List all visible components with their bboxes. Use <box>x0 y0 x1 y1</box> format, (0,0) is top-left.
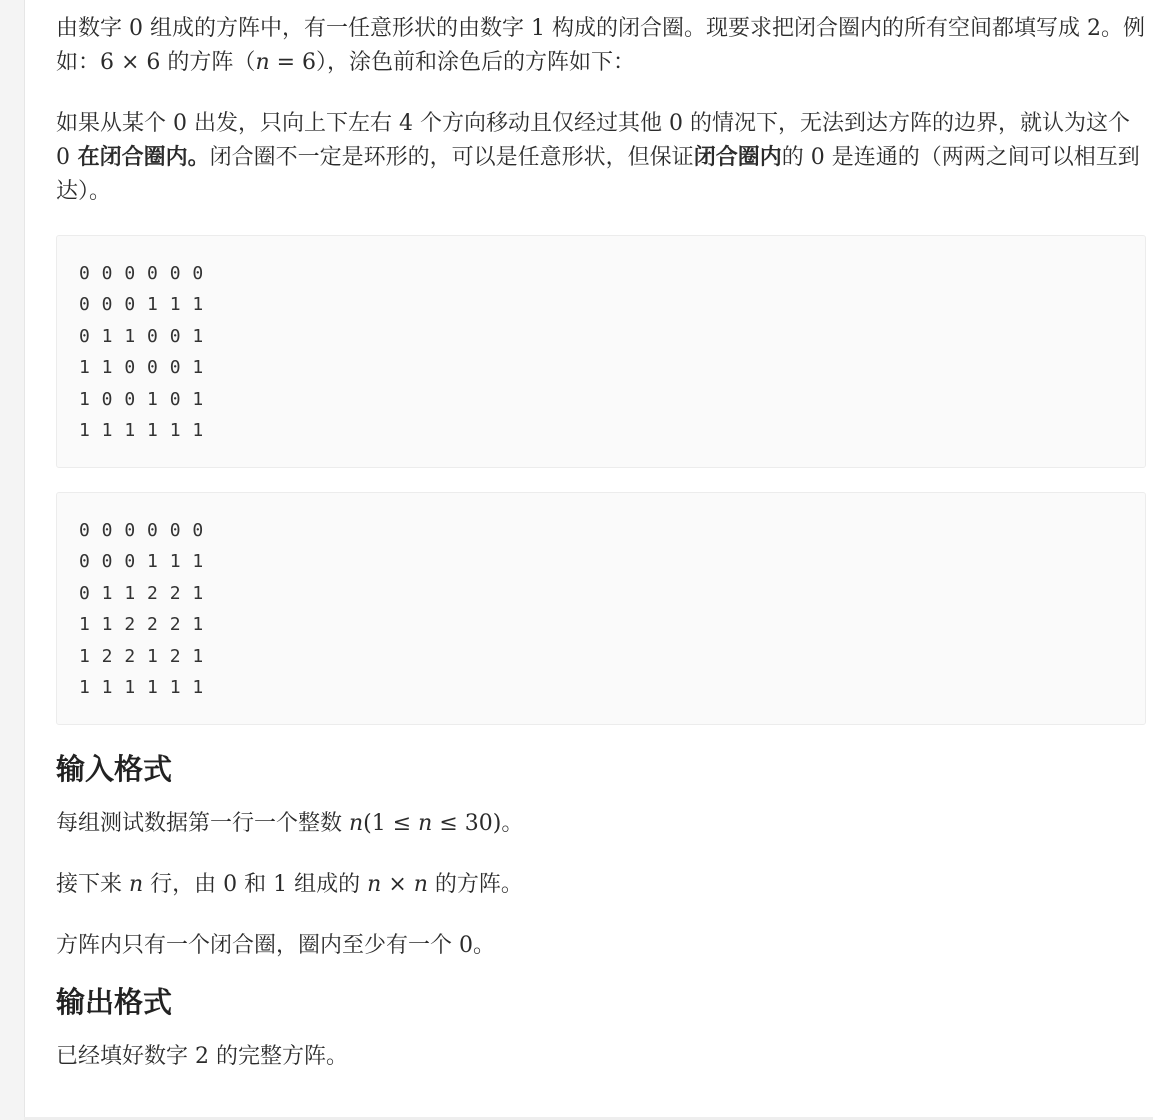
input-format-heading: 输入格式 <box>56 752 173 786</box>
left-rail <box>0 0 25 1120</box>
math-zero: 0 <box>810 145 825 170</box>
rule-text: 的 <box>781 145 811 170</box>
intro-text: 的方阵（ <box>160 50 256 75</box>
math-n: n <box>255 50 270 75</box>
output-format-heading: 输出格式 <box>56 985 173 1019</box>
input-paragraph-3 <box>56 929 1146 963</box>
code-line: 0 0 0 0 0 0 <box>79 520 204 541</box>
bold-text: 在闭合圈内。 <box>70 145 210 170</box>
rule-text: 的情况下，无法到达方阵的边界，就认为这个 <box>683 111 1130 136</box>
code-line: 0 0 0 1 1 1 <box>79 551 204 573</box>
math-n: n <box>413 872 428 897</box>
intro-text: 组成的方阵中，有一任意形状的由数字 <box>143 16 531 41</box>
intro-text: 构成的闭合圈。现要求把闭合圈内的所有空间都填写成 <box>545 16 1087 41</box>
code-line: 1 1 1 1 1 1 <box>79 420 204 442</box>
code-line: 0 1 1 2 2 1 <box>79 582 204 604</box>
input-text: 组成的 <box>287 872 368 897</box>
math-two: 2 <box>195 1044 209 1069</box>
math-size: 6 × 6 <box>100 50 161 75</box>
rule-text: 个方向移动且仅经过其他 <box>413 111 669 136</box>
math-zero: 0 <box>56 145 70 170</box>
input-text: 每组测试数据第一行一个整数 <box>56 811 349 836</box>
intro-text: 。例如： <box>56 16 1146 75</box>
math-two: 2 <box>1087 16 1101 41</box>
math-zero: 0 <box>669 111 683 136</box>
code-line: 1 1 1 1 1 1 <box>79 677 204 699</box>
code-line: 1 0 0 1 0 1 <box>79 388 204 410</box>
output-text: 的完整方阵。 <box>209 1044 348 1069</box>
code-line: 1 1 2 2 2 1 <box>79 614 204 636</box>
math-range: ≤ 30) <box>432 811 502 836</box>
math-n: n <box>349 811 364 836</box>
rule-paragraph <box>56 107 1146 209</box>
intro-text: 由数字 <box>56 16 129 41</box>
intro-paragraph <box>56 12 1146 80</box>
code-line: 1 1 0 0 0 1 <box>79 357 204 379</box>
input-text: 和 <box>237 872 274 897</box>
math-zero: 0 <box>129 16 143 41</box>
input-text: 。 <box>473 933 496 958</box>
math-one: 1 <box>273 872 288 897</box>
input-paragraph-2 <box>56 868 1146 902</box>
code-line: 0 1 1 0 0 1 <box>79 325 204 347</box>
math-n: n <box>418 811 433 836</box>
input-text: 行，由 <box>143 872 224 897</box>
code-block-before <box>56 235 1146 468</box>
math-four: 4 <box>399 111 413 136</box>
input-text: 的方阵。 <box>427 872 523 897</box>
math-zero: 0 <box>223 872 238 897</box>
math-n: n <box>367 872 382 897</box>
math-range: (1 ≤ <box>363 811 419 836</box>
math-zero: 0 <box>173 111 187 136</box>
math-eq: = 6 <box>269 50 317 75</box>
code-line: 0 0 0 0 0 0 <box>79 263 204 284</box>
intro-text: ），涂色前和涂色后的方阵如下： <box>316 50 636 75</box>
code-block-after <box>56 492 1146 725</box>
input-text: 。 <box>501 811 524 836</box>
rule-text: 是连通的（两两之间可以相互到达）。 <box>56 145 1140 204</box>
rule-text: 出发，只向上下左右 <box>187 111 399 136</box>
input-text: 方阵内只有一个闭合圈，圈内至少有一个 <box>56 933 459 958</box>
math-n: n <box>129 872 144 897</box>
bold-text: 闭合圈内 <box>693 145 782 170</box>
rule-text: 如果从某个 <box>56 111 173 136</box>
output-text: 已经填好数字 <box>56 1044 195 1069</box>
math-zero: 0 <box>459 933 473 958</box>
rule-text: 闭合圈不一定是环形的，可以是任意形状，但保证 <box>209 145 694 170</box>
math-one: 1 <box>531 16 545 41</box>
input-paragraph-1 <box>56 807 1146 841</box>
code-line: 0 0 0 1 1 1 <box>79 294 204 316</box>
math-times: × <box>381 872 414 897</box>
input-text: 接下来 <box>56 872 129 897</box>
output-paragraph <box>56 1040 1146 1074</box>
problem-description <box>56 12 1146 1074</box>
code-line: 1 2 2 1 2 1 <box>79 645 204 667</box>
